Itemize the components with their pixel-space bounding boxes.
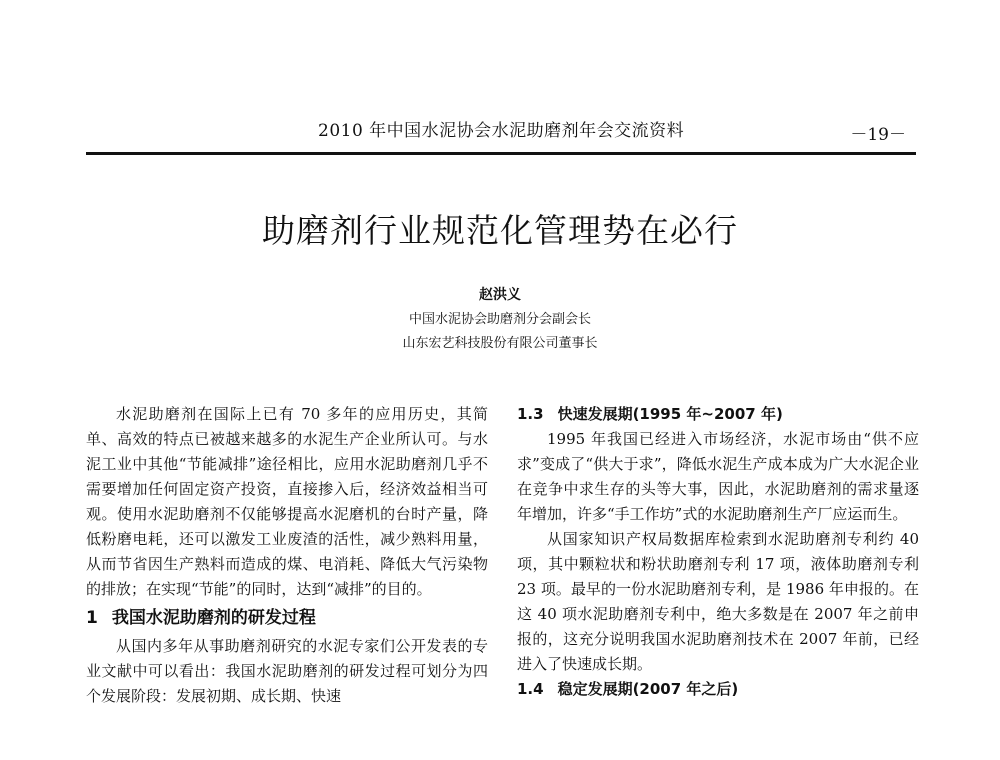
left-column [86,402,488,709]
section-1-4-heading [517,677,919,702]
section-1-number: 1 [86,608,98,628]
author-name: 赵洪义 [479,287,521,303]
page-number: －19－ [850,125,906,145]
intro-paragraph: 水泥助磨剂在国际上已有 70 多年的应用历史，其简单、高效的特点已被越来越多的水泥生产企业所认可。与水泥工业中其他“节能减排”途径相比，应用水泥助磨剂几乎不需要增加任何固定资产投资，直接掺入后，经济效益相当可观。使用水泥助磨剂不仅能够提高水泥磨机的台时产量，降低粉磨电耗，还可以激发工业废渣的活性，减少熟料用量，从而节省因生产熟料而造成的煤、电消耗、降低大气污染物的排放；在实现“节能”的同时，达到“减排”的目的。 [86,405,488,598]
article-title: 助磨剂行业规范化管理势在必行 [262,211,738,250]
section-1-4-title: 稳定发展期(2007 年之后) [557,680,739,698]
section-1-3-number: 1.3 [517,405,544,423]
section-1-4-number: 1.4 [517,680,544,698]
running-title: 2010 年中国水泥协会水泥助磨剂年会交流资料 [318,121,685,141]
author-affiliation-1: 中国水泥协会助磨剂分会副会长 [408,312,591,327]
author-affiliation-2: 山东宏艺科技股份有限公司董事长 [402,336,598,351]
running-header [86,112,916,155]
section-1-title: 我国水泥助磨剂的研发过程 [111,608,316,628]
right-column [517,402,919,702]
section-1-3-heading [517,402,919,427]
section-1-3-paragraph-1: 1995 年我国已经进入市场经济，水泥市场由“供不应求”变成了“供大于求”，降低水泥生产成本成为广大水泥企业在竞争中求生存的头等大事，因此，水泥助磨剂的需求量逐年增加，许多“手工作坊”式的水泥助磨剂生产厂应运而生。 [517,430,919,523]
section-1-3-paragraph-2: 从国家知识产权局数据库检索到水泥助磨剂专利约 40 项，其中颗粒状和粉状助磨剂专利 17 项，液体助磨剂专利 23 项。最早的一份水泥助磨剂专利，是 1986 年申报的。在这 40 项水泥助磨剂专利中，绝大多数是在 2007 年之前申报的，这充分说明我国水泥助磨剂技术在 2007 年前，已经进入了快速成长期。 [517,530,919,673]
section-1-3-title: 快速发展期(1995 年~2007 年) [557,405,783,423]
section-1-heading [86,605,488,631]
section-1-paragraph: 从国内多年从事助磨剂研究的水泥专家们公开发表的专业文献中可以看出：我国水泥助磨剂的研发过程可划分为四个发展阶段：发展初期、成长期、快速 [86,637,488,705]
